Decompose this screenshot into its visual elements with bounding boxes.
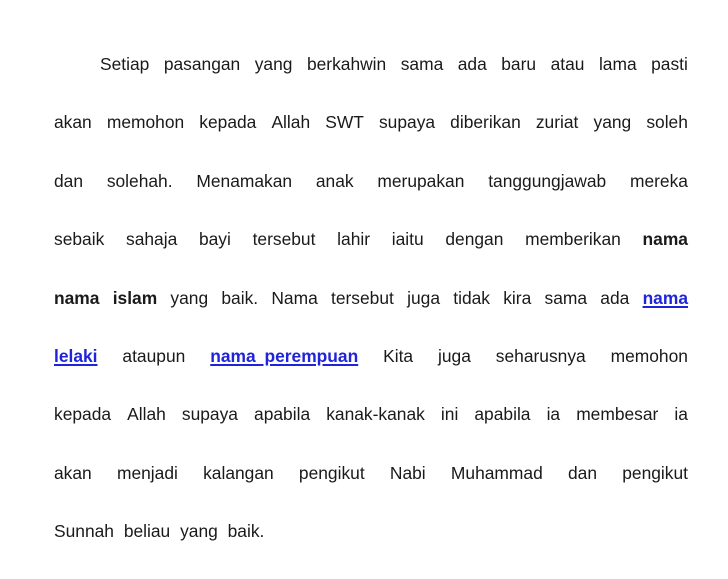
word: sebaik — [54, 229, 105, 250]
word: menjadi — [116, 462, 178, 483]
word: baik. — [221, 287, 259, 308]
paragraph-line-4 — [54, 228, 688, 250]
word: anak — [315, 170, 354, 191]
word: solehah. — [106, 170, 173, 191]
word: Nabi — [389, 462, 426, 483]
paragraph-line-2 — [54, 111, 688, 133]
word: dan — [567, 462, 597, 483]
word: diberikan — [450, 112, 521, 133]
word: iaitu — [391, 229, 424, 250]
word: akan — [54, 112, 92, 133]
paragraph-line-6 — [54, 345, 688, 367]
word: ada — [600, 287, 630, 308]
word: ia — [674, 404, 688, 425]
word: soleh — [646, 112, 688, 133]
word: yang — [170, 287, 209, 308]
word: supaya — [378, 112, 436, 133]
paragraph-line-7 — [54, 403, 688, 425]
word: atau — [550, 54, 585, 74]
word: seharusnya — [495, 345, 586, 366]
bold-term-nama: nama — [54, 287, 100, 308]
word: Sunnah — [54, 521, 114, 542]
nama-lelaki-link[interactable]: lelaki — [54, 345, 98, 366]
word: memohon — [106, 112, 185, 133]
word: Nama — [271, 287, 318, 308]
word: Allah — [127, 404, 166, 425]
word: SWT — [325, 112, 364, 133]
word: berkahwin — [306, 54, 387, 74]
document-body — [54, 53, 688, 579]
word: lama — [598, 54, 637, 74]
word: juga — [407, 287, 440, 308]
word: sama — [544, 287, 588, 308]
word: Muhammad — [450, 462, 543, 483]
bold-term-nama: nama — [642, 229, 688, 250]
word: yang — [254, 54, 293, 74]
word: tanggungjawab — [488, 170, 607, 191]
paragraph-line-9 — [54, 520, 688, 542]
word: Setiap — [100, 54, 150, 74]
bold-term-islam: islam — [112, 287, 158, 308]
paragraph-line-8 — [54, 462, 688, 484]
word: pasti — [651, 54, 688, 74]
word: kira — [503, 287, 532, 308]
word: baru — [501, 54, 537, 74]
word: yang — [593, 112, 632, 133]
word: juga — [437, 345, 471, 366]
word: Kita — [383, 345, 414, 366]
word: dengan — [445, 229, 504, 250]
word: sama — [400, 54, 444, 74]
paragraph-line-5 — [54, 287, 688, 309]
word: sahaja — [126, 229, 178, 250]
word: pengikut — [298, 462, 365, 483]
word: akan — [54, 462, 92, 483]
word: bayi — [198, 229, 231, 250]
word: ada — [457, 54, 487, 74]
paragraph-line-1 — [54, 53, 688, 75]
word: pasangan — [163, 54, 241, 74]
word: kepada — [54, 404, 112, 425]
word: membesar — [576, 404, 659, 425]
word: ataupun — [122, 345, 186, 366]
word: ini — [440, 404, 459, 425]
paragraph-line-3 — [54, 170, 688, 192]
word: merupakan — [377, 170, 465, 191]
word: Allah — [271, 112, 311, 133]
word: lahir — [337, 229, 371, 250]
word: apabila — [474, 404, 531, 425]
word: beliau — [123, 521, 171, 542]
word: pengikut — [622, 462, 688, 483]
nama-perempuan-link[interactable]: nama perempuan — [210, 345, 359, 366]
nama-lelaki-link[interactable]: nama — [642, 287, 688, 308]
word: dan — [54, 170, 84, 191]
word: mereka — [629, 170, 688, 191]
word: apabila — [254, 404, 311, 425]
word: tidak — [453, 287, 490, 308]
word: kanak-kanak — [326, 404, 425, 425]
word: baik. — [227, 521, 265, 542]
word: yang — [180, 521, 218, 542]
word: kalangan — [203, 462, 274, 483]
word: Menamakan — [196, 170, 293, 191]
word: memohon — [610, 345, 688, 366]
word: kepada — [199, 112, 257, 133]
word: supaya — [181, 404, 238, 425]
word: zuriat — [535, 112, 579, 133]
word: tersebut — [331, 287, 394, 308]
word: tersebut — [252, 229, 316, 250]
word: ia — [546, 404, 561, 425]
word: memberikan — [525, 229, 621, 250]
